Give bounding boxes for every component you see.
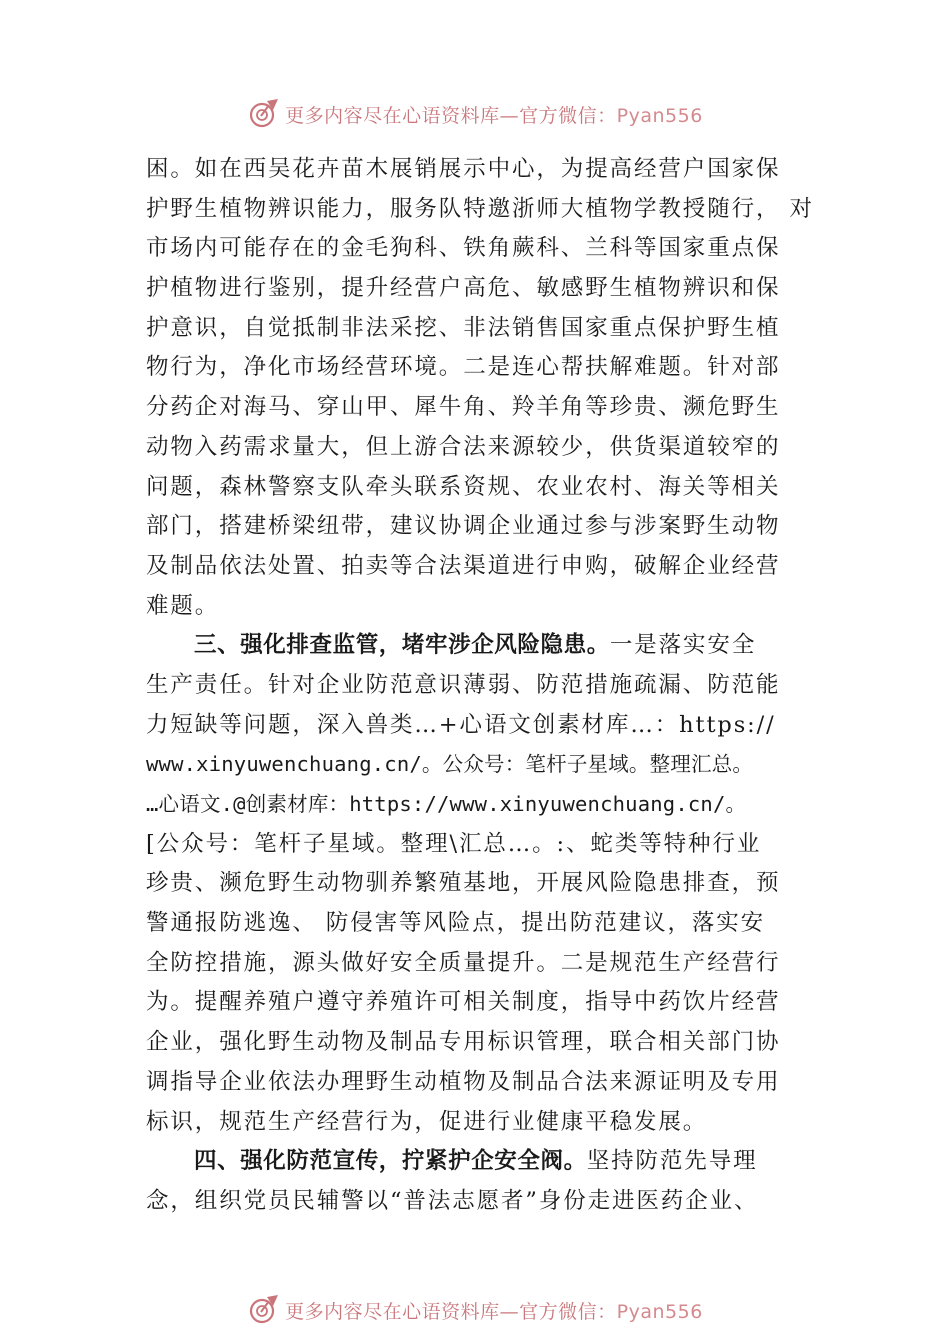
text-line: www.xinyuwenchuang.cn/。公众号：笔杆子星域。整理汇总。 <box>146 752 754 777</box>
header-tagline-text: 更多内容尽在心语资料库—官方微信： <box>285 104 617 127</box>
text-run: 坚持防范先导理 <box>586 1148 758 1175</box>
text-line: 警通报防逃逸、 防侵害等风险点，提出防范建议，落实安 <box>146 910 766 937</box>
text-line: 及制品依法处置、拍卖等合法渠道进行申购，破解企业经营 <box>146 552 781 579</box>
text-line: …心语文.@创素材库：https://www.xinyuwenchuang.cn/。 <box>146 792 747 816</box>
text-line: 难题。 <box>146 592 220 619</box>
text-line: 为。提醒养殖户遵守养殖许可相关制度，指导中药饮片经营 <box>146 989 781 1016</box>
paragraph-3 <box>146 1142 826 1221</box>
header-tagline <box>285 101 703 128</box>
section-heading-3: 三、强化排查监管，堵牢涉企风险隐患。 <box>194 632 610 659</box>
document-body <box>146 150 826 1222</box>
header-handle: Pyan556 <box>616 104 703 127</box>
header-watermark <box>0 94 950 134</box>
text-line: 困。如在西吴花卉苗木展销展示中心，为提高经营户国家保 <box>146 156 781 182</box>
pen-seal-icon <box>247 1293 281 1327</box>
text-line: 标识，规范生产经营行为，促进行业健康平稳发展。 <box>146 1108 708 1135</box>
footer-handle: Pyan556 <box>616 1300 703 1323</box>
text-line <box>146 1142 826 1182</box>
text-line: 市场内可能存在的金毛狗科、铁角蕨科、兰科等国家重点保 <box>146 235 781 262</box>
text-line: 生产责任。针对企业防范意识薄弱、防范措施疏漏、防范能 <box>146 671 781 698</box>
text-line: 动物入药需求量大，但上游合法来源较少，供货渠道较窄的 <box>146 433 781 460</box>
text-line: 珍贵、濒危野生动物驯养繁殖基地，开展风险隐患排查，预 <box>146 870 781 897</box>
text-line: 护植物进行鉴别，提升经营户高危、敏感野生植物辨识和保 <box>146 275 781 302</box>
text-line: 护意识，自觉抵制非法采挖、非法销售国家重点保护野生植 <box>146 314 781 341</box>
text-line: 部门，搭建桥梁纽带，建议协调企业通过参与涉案野生动物 <box>146 513 781 540</box>
text-line <box>146 626 826 666</box>
paragraph-2 <box>146 626 826 1142</box>
text-line: 物行为，净化市场经营环境。二是连心帮扶解难题。针对部 <box>146 354 781 381</box>
text-run: 一是落实安全 <box>609 632 757 659</box>
text-line: 护野生植物辨识能力，服务队特邀浙师大植物学教授随行， 对 <box>146 195 814 222</box>
text-line: 全防控措施，源头做好安全质量提升。二是规范生产经营行 <box>146 949 781 976</box>
text-line: 念，组织党员民辅警以“普法志愿者”身份走进医药企业、 <box>146 1187 759 1214</box>
text-line: [公众号：笔杆子星域。整理\汇总…。:、蛇类等特种行业 <box>146 830 762 857</box>
text-line: 问题，森林警察支队牵头联系资规、农业农村、海关等相关 <box>146 473 781 500</box>
footer-tagline-text: 更多内容尽在心语资料库—官方微信： <box>285 1300 617 1323</box>
section-heading-4: 四、强化防范宣传，拧紧护企安全阀。 <box>194 1148 587 1175</box>
text-line: 调指导企业依法办理野生动植物及制品合法来源证明及专用 <box>146 1068 781 1095</box>
paragraph-1 <box>146 150 826 626</box>
footer-watermark <box>0 1290 950 1330</box>
pen-seal-icon <box>247 97 281 131</box>
text-line: 分药企对海马、穿山甲、犀牛角、羚羊角等珍贵、濒危野生 <box>146 394 781 421</box>
text-line: 力短缺等问题，深入兽类…+心语文创素材库…：https:// <box>146 711 776 738</box>
text-line: 企业，强化野生动物及制品专用标识管理，联合相关部门协 <box>146 1029 781 1056</box>
footer-tagline <box>285 1297 703 1324</box>
